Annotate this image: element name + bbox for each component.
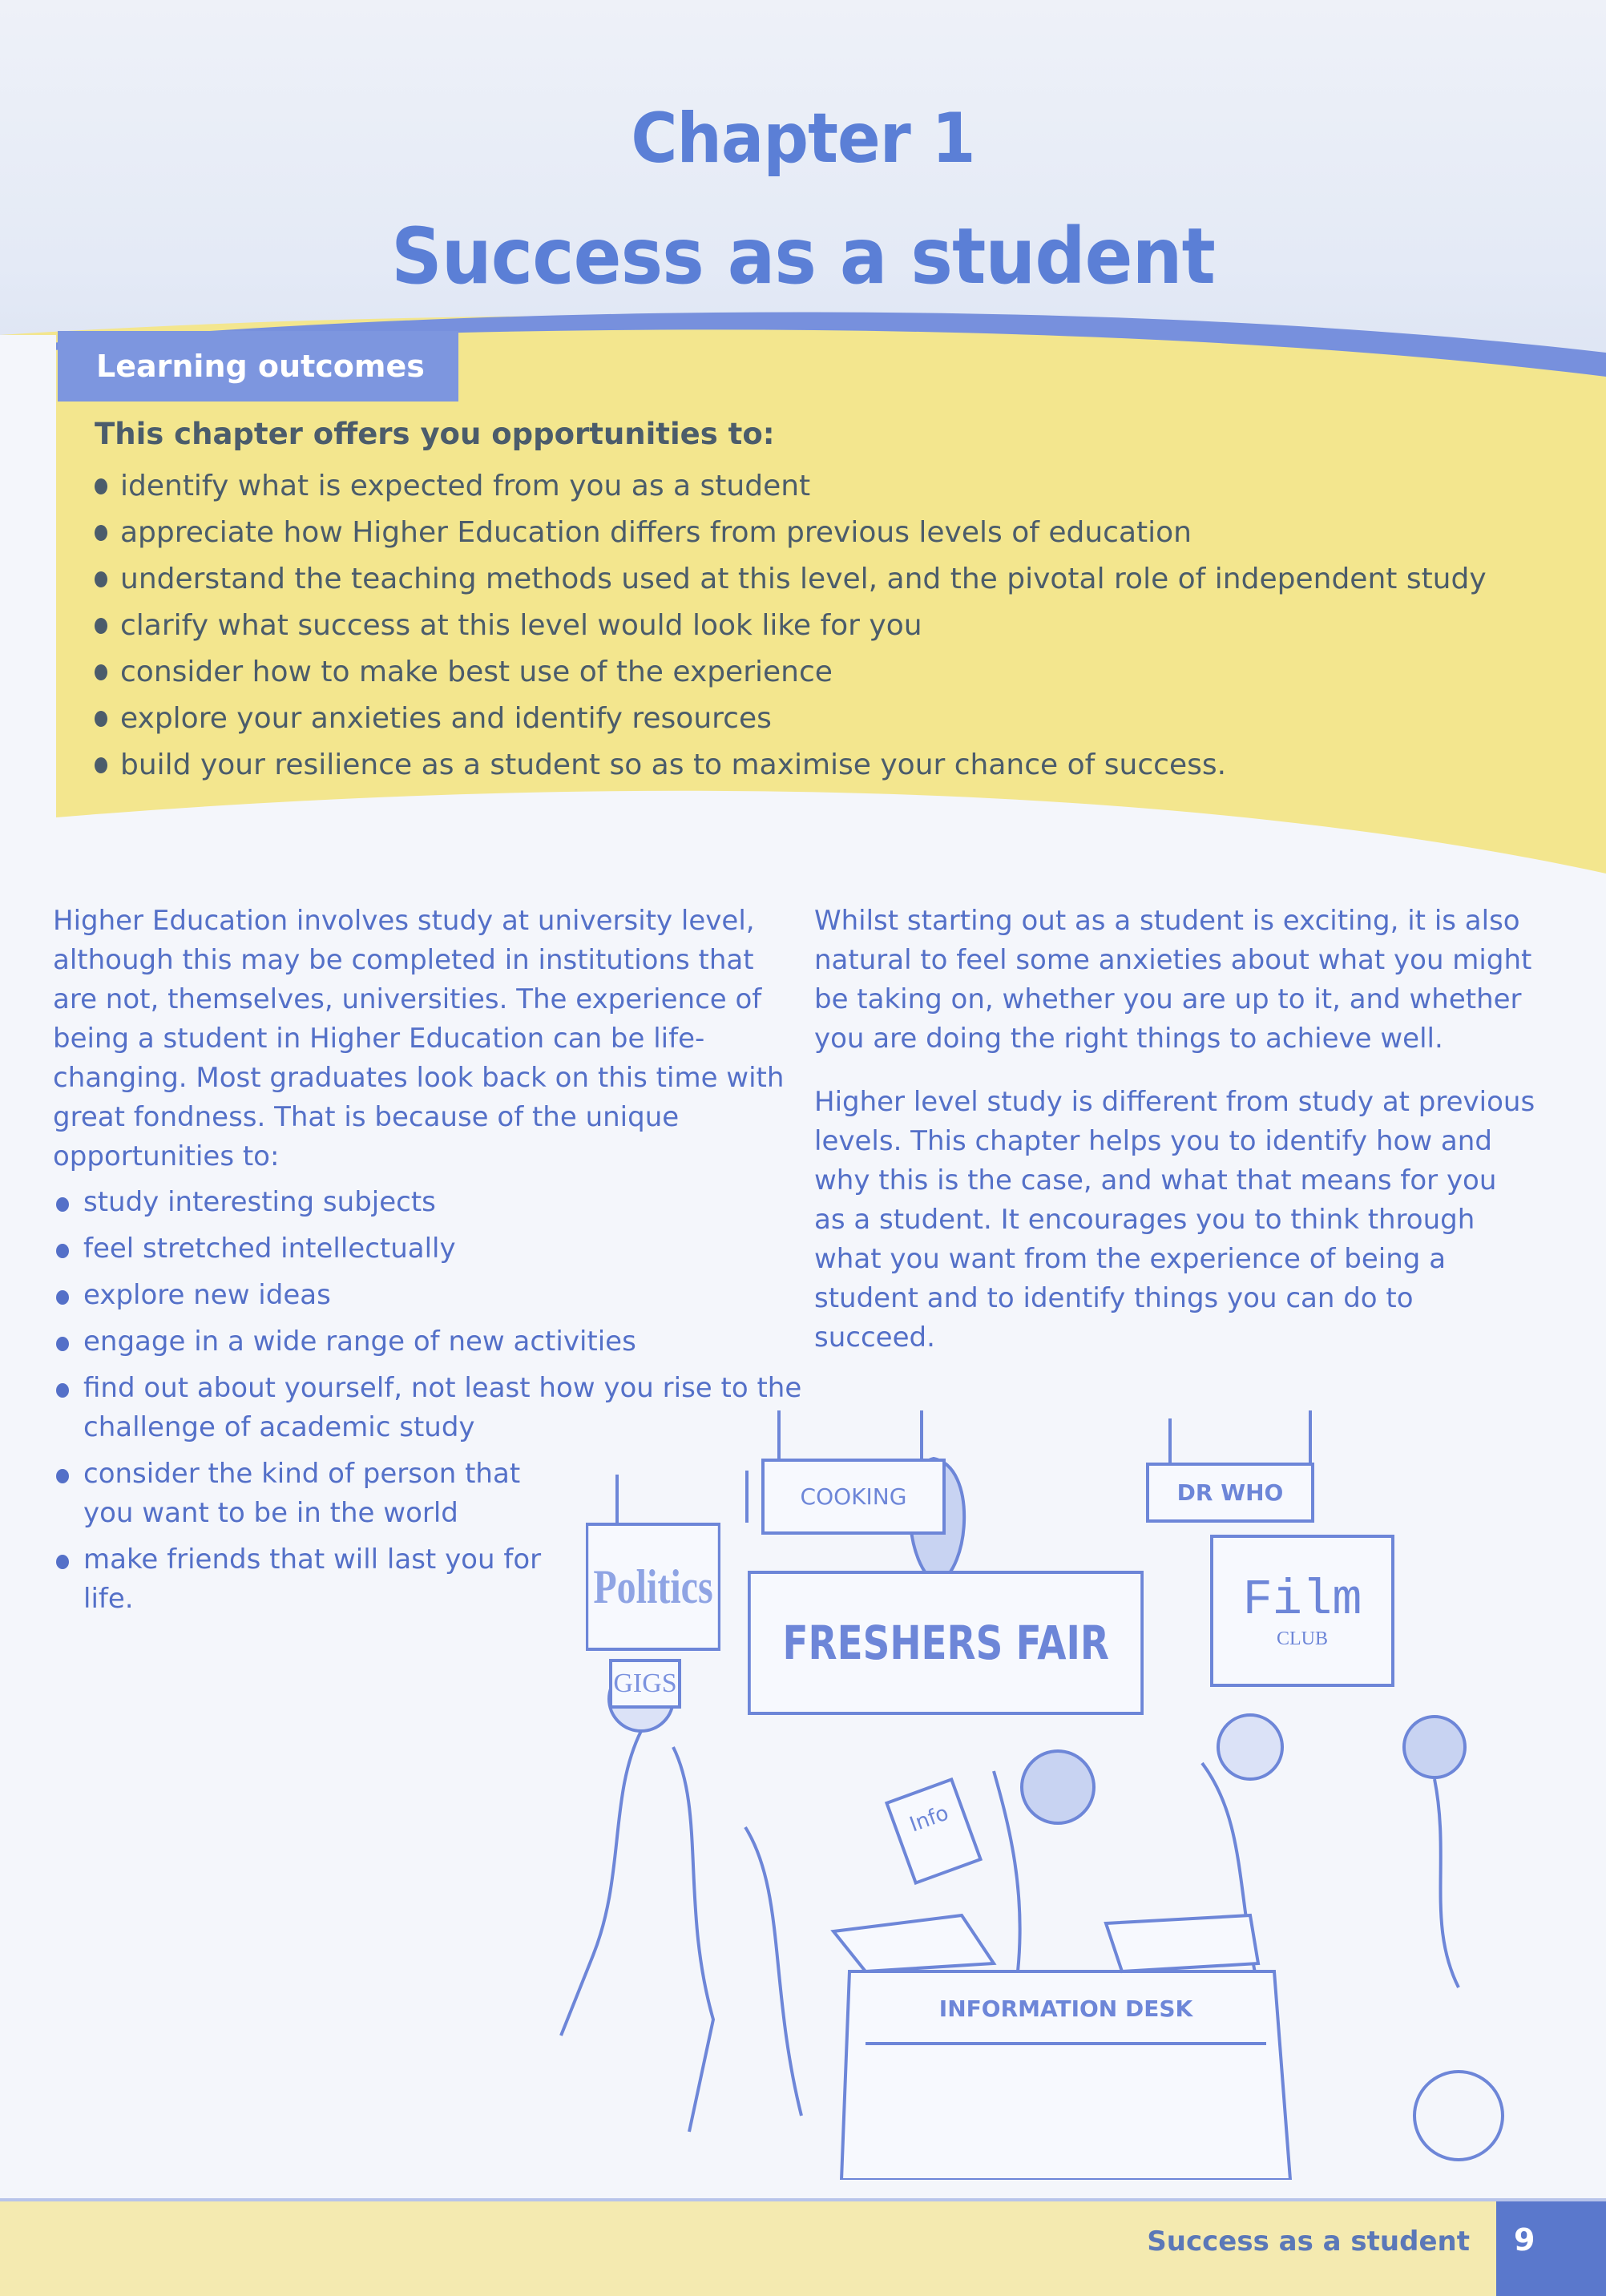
- bullet-icon: [95, 478, 107, 494]
- chapter-title: Success as a student: [391, 212, 1215, 301]
- list-item: explore your anxieties and identify resources: [95, 696, 1487, 742]
- list-item: identify what is expected from you as a student: [95, 463, 1487, 510]
- list-item: engage in a wide range of new activities: [53, 1322, 790, 1362]
- list-item: understand the teaching methods used at this level, and the pivotal role of independent study: [95, 556, 1487, 603]
- chapter-number: Chapter 1: [631, 99, 975, 179]
- gigs-sign: GIGS: [609, 1659, 681, 1709]
- running-title: Success as a student: [1147, 2225, 1470, 2258]
- freshers-fair-illustration: [545, 1410, 1539, 2180]
- bullet-icon: [56, 1555, 69, 1569]
- bullet-icon: [56, 1469, 69, 1483]
- right-column: [814, 902, 1535, 1382]
- bullet-icon: [95, 711, 107, 727]
- bullet-icon: [56, 1337, 69, 1351]
- bullet-icon: [95, 757, 107, 773]
- bullet-icon: [56, 1244, 69, 1258]
- learning-outcomes-intro: This chapter offers you opportunities to:: [95, 417, 775, 451]
- bullet-icon: [56, 1197, 69, 1212]
- paragraph: Whilst starting out as a student is exciting, it is also natural to feel some anxieties about what you might be taking on, whether you are up to it, and whether you are doing the right things to achieve well.: [814, 905, 1532, 1055]
- list-item: study interesting subjects: [53, 1183, 790, 1222]
- film-club-sign: Film CLUB: [1210, 1535, 1394, 1687]
- paragraph: Higher level study is different from study at previous levels. This chapter helps you to identify how and why this is the case, and what that means for you as a student. It encourages you to think through what you want from the experience of being a student and to identify things you can do to succeed.: [814, 1086, 1535, 1354]
- learning-outcomes-heading: Learning outcomes: [58, 331, 458, 401]
- info-leaflet: Info: [885, 1777, 983, 1885]
- list-item: explore new ideas: [53, 1276, 790, 1315]
- list-item: appreciate how Higher Education differs from previous levels of education: [95, 510, 1487, 556]
- chapter-heading: [0, 99, 1606, 301]
- dr-who-sign: DR WHO: [1146, 1463, 1314, 1523]
- bullet-icon: [95, 664, 107, 680]
- list-item: consider how to make best use of the experience: [95, 649, 1487, 696]
- page-number: 9: [1496, 2201, 1606, 2296]
- intro-paragraph: Higher Education involves study at university level, although this may be completed in institutions that are not, themselves, universities. The experience of being a student in Higher Education can be life-changing. Most graduates look back on this time with great fondness. That is because of the unique opportunities to:: [53, 905, 785, 1172]
- list-item: feel stretched intellectually: [53, 1229, 790, 1269]
- page-footer: [0, 2198, 1606, 2296]
- bullet-icon: [95, 618, 107, 634]
- bullet-icon: [95, 525, 107, 541]
- list-item: find out about yourself, not least how you rise to the challenge of academic study: [53, 1369, 805, 1447]
- list-item: consider the kind of person that you want to be in the world: [53, 1455, 548, 1533]
- bullet-icon: [95, 571, 107, 587]
- list-item: build your resilience as a student so as to maximise your chance of success.: [95, 742, 1487, 789]
- freshers-fair-banner: FRESHERS FAIR: [748, 1571, 1144, 1715]
- cooking-sign: COOKING: [761, 1459, 946, 1535]
- list-item: make friends that will last you for life.: [53, 1540, 548, 1619]
- information-desk-label: INFORMATION DESK: [938, 1995, 1193, 2022]
- politics-sign: Politics: [586, 1523, 720, 1651]
- bullet-icon: [56, 1290, 69, 1305]
- bullet-icon: [56, 1383, 69, 1398]
- list-item: clarify what success at this level would look like for you: [95, 603, 1487, 649]
- learning-outcomes-list: [95, 463, 1487, 789]
